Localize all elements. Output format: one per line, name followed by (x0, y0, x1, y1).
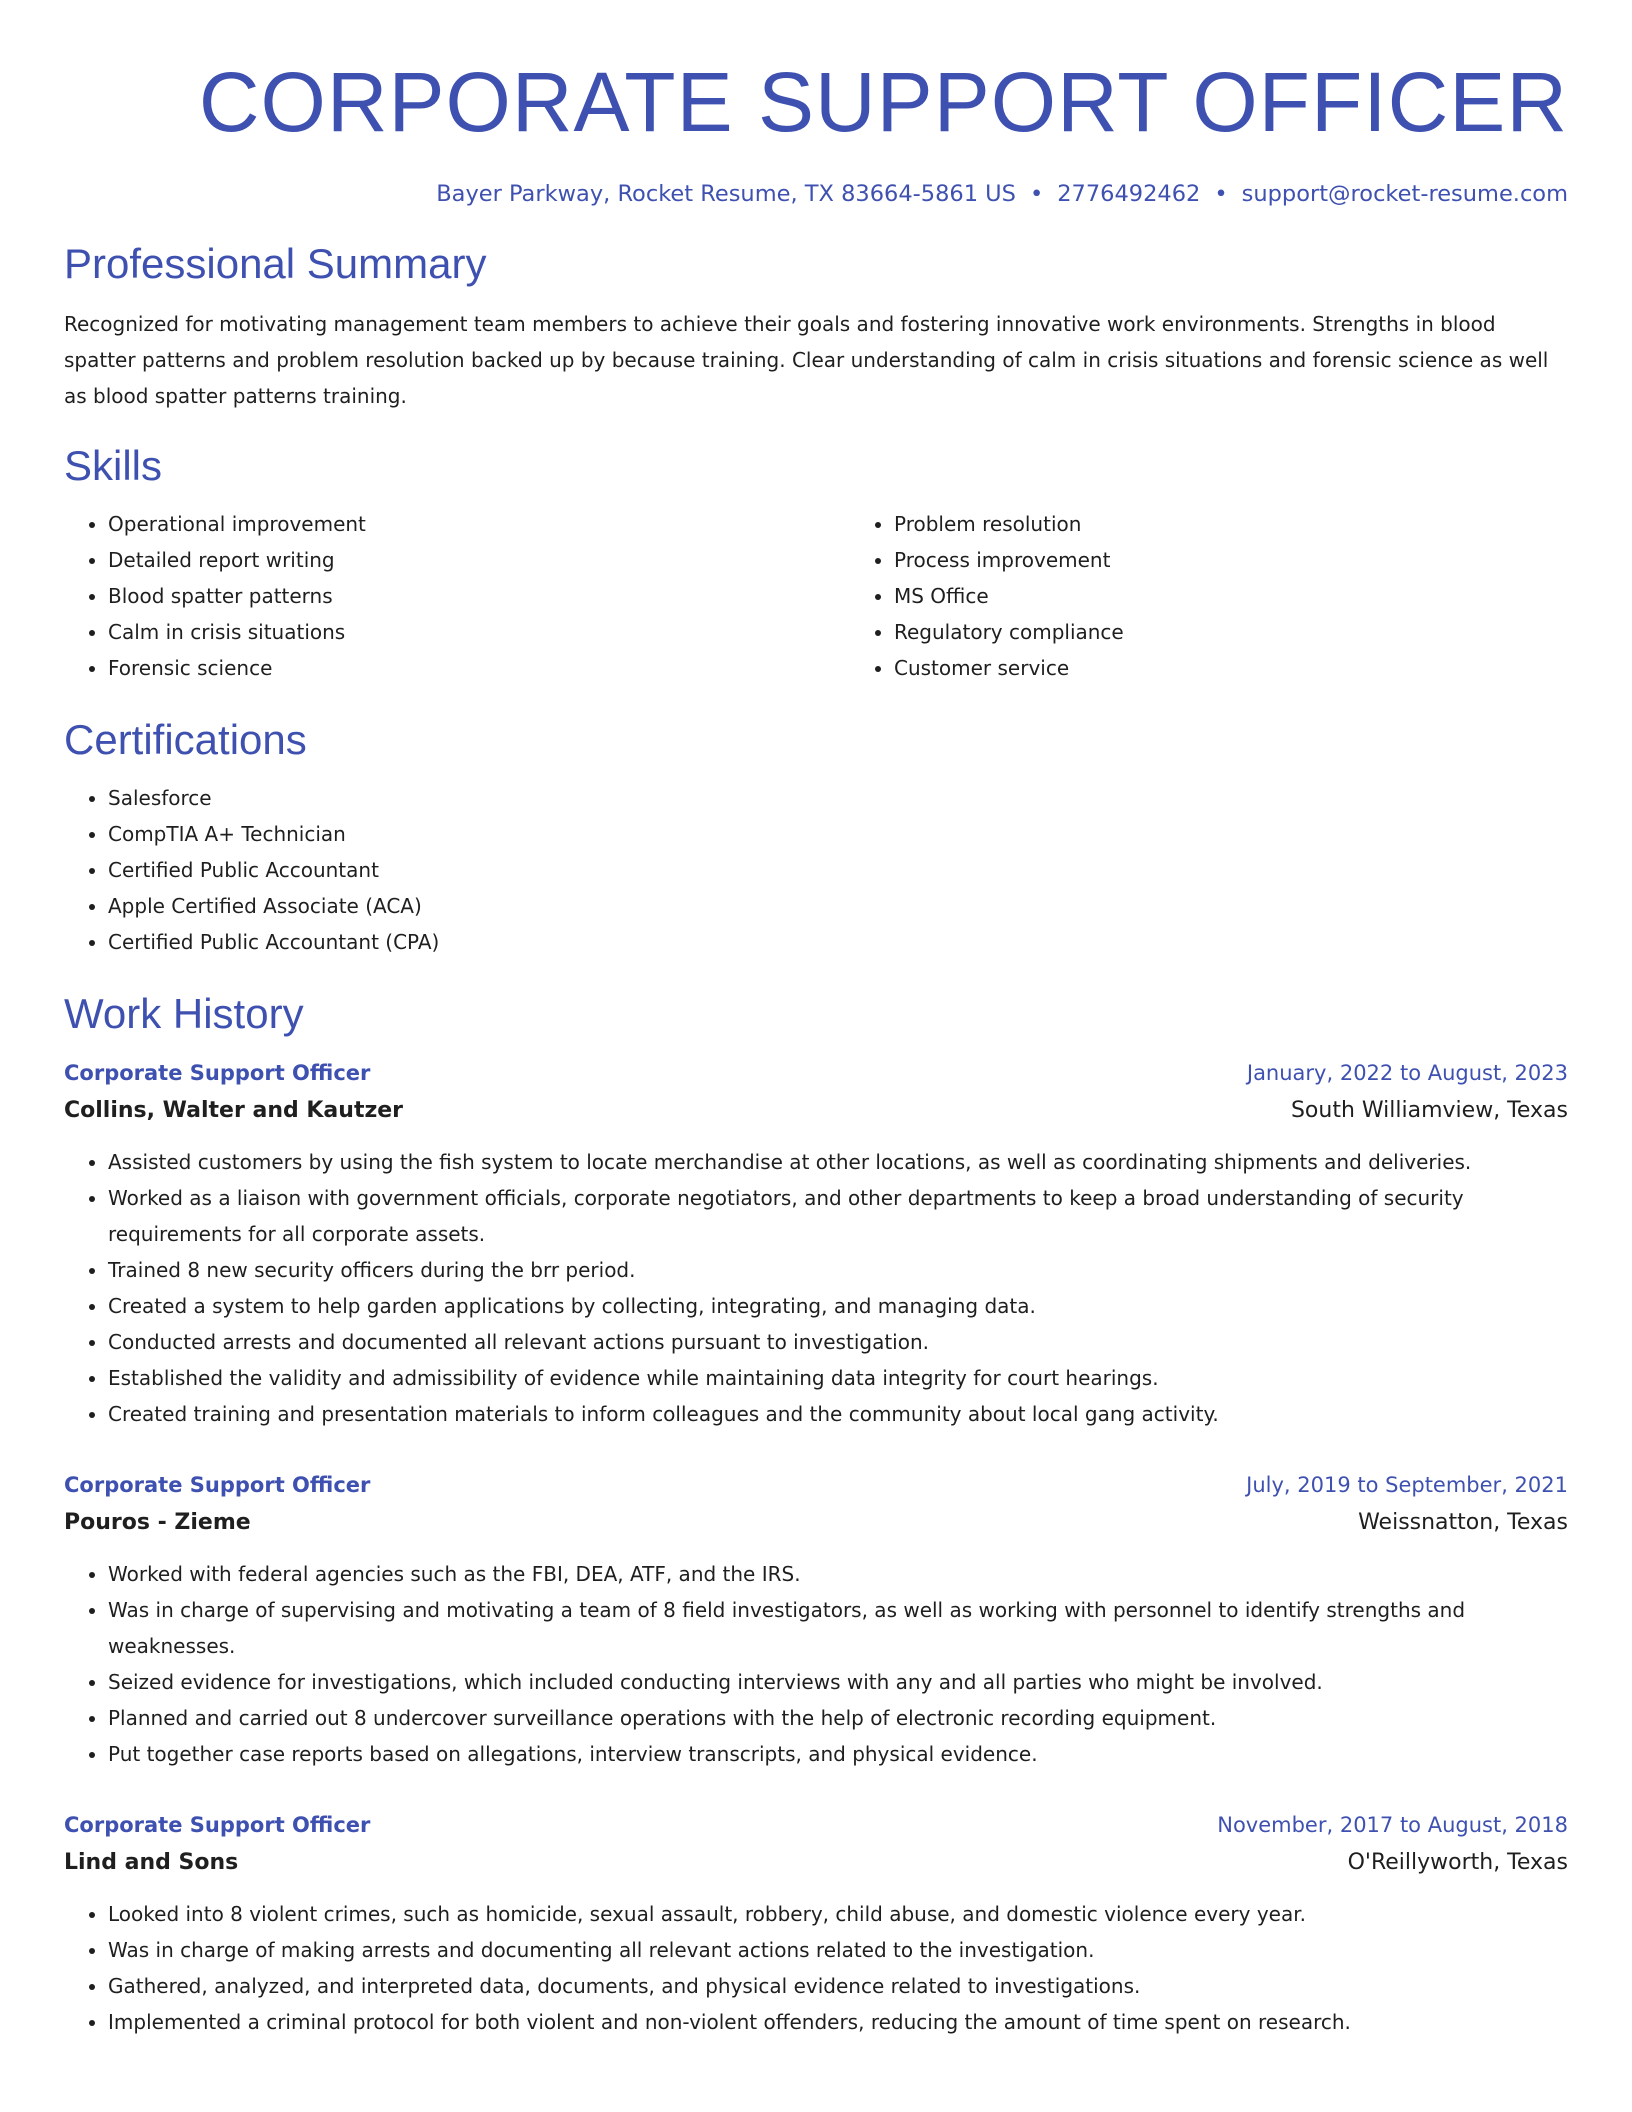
job-bullet: • Seized evidence for investigations, which included conducting interviews with any and all parties who might be involved. (108, 1664, 1568, 1700)
job-bullet: • Was in charge of supervising and motivating a team of 8 field investigators, as well as working with personnel to identify strengths and weaknesses. (108, 1592, 1568, 1664)
job-bullet: • Trained 8 new security officers during the brr period. (108, 1252, 1568, 1288)
job-header-row (64, 1806, 1568, 1844)
job-bullet: • Was in charge of making arrests and documenting all relevant actions related to the investigation. (108, 1932, 1568, 1968)
contact-line (64, 178, 1568, 210)
job-company-row (64, 1844, 1568, 1882)
job-bullet: • Looked into 8 violent crimes, such as homicide, sexual assault, robbery, child abuse, and domestic violence every year. (108, 1896, 1568, 1932)
job-bullet: • Gathered, analyzed, and interpreted data, documents, and physical evidence related to investigations. (108, 1968, 1568, 2004)
job-bullet: • Planned and carried out 8 undercover surveillance operations with the help of electronic recording equipment. (108, 1700, 1568, 1736)
job-company-row (64, 1504, 1568, 1542)
job-location: South Williamview, Texas (1290, 1098, 1568, 1123)
skill-item: • Blood spatter patterns (108, 578, 850, 614)
job-title: Corporate Support Officer (64, 1813, 371, 1837)
skill-item: • Detailed report writing (108, 542, 850, 578)
skills-columns (64, 506, 1568, 686)
certification-item: • Salesforce (108, 780, 1568, 816)
contact-separator: • (1029, 181, 1044, 207)
job-company: Pouros - Zieme (64, 1510, 251, 1535)
skill-item: • Operational improvement (108, 506, 850, 542)
skill-item: • MS Office (894, 578, 1632, 614)
job-dates: November, 2017 to August, 2018 (1217, 1813, 1568, 1837)
resume-page (64, 50, 1568, 2040)
job-title: Corporate Support Officer (64, 1061, 371, 1085)
job-bullet: • Created a system to help garden applications by collecting, integrating, and managing data. (108, 1288, 1568, 1324)
skill-item: • Regulatory compliance (894, 614, 1632, 650)
job-dates: January, 2022 to August, 2023 (1246, 1061, 1568, 1085)
job-bullet: • Put together case reports based on allegations, interview transcripts, and physical evidence. (108, 1736, 1568, 1772)
summary-heading: Professional Summary (64, 240, 487, 287)
job-bullets (64, 1144, 1568, 1432)
job-bullet: • Assisted customers by using the fish system to locate merchandise at other locations, as well as coordinating shipments and deliveries. (108, 1144, 1568, 1180)
job-entry (64, 1806, 1568, 2040)
job-company: Collins, Walter and Kautzer (64, 1098, 404, 1123)
job-bullet: • Worked with federal agencies such as the FBI, DEA, ATF, and the IRS. (108, 1556, 1568, 1592)
job-company-row (64, 1092, 1568, 1130)
certifications-list (64, 780, 1568, 960)
skill-item: • Process improvement (894, 542, 1632, 578)
certification-item: • Certified Public Accountant (108, 852, 1568, 888)
work-history-heading: Work History (64, 990, 304, 1037)
job-bullet: • Conducted arrests and documented all relevant actions pursuant to investigation. (108, 1324, 1568, 1360)
summary-text: Recognized for motivating management team members to achieve their goals and fostering innovative work environments. Strengths in blood spatter patterns and problem resolution backed up by because training. Clear understanding of calm in crisis situations and forensic science as well as blood spatter patterns training. (64, 312, 1549, 408)
skills-list-right (850, 506, 1632, 686)
resume-header (64, 50, 1568, 210)
contact-email: support@rocket-resume.com (1241, 181, 1568, 207)
contact-phone: 2776492462 (1057, 181, 1201, 207)
contact-separator: • (1214, 181, 1228, 207)
skill-item: • Forensic science (108, 650, 850, 686)
job-entry (64, 1054, 1568, 1432)
skill-item: • Customer service (894, 650, 1632, 686)
job-bullet: • Established the validity and admissibility of evidence while maintaining data integrity for court hearings. (108, 1360, 1568, 1396)
job-bullet: • Worked as a liaison with government officials, corporate negotiators, and other departments to keep a broad understanding of security requirements for all corporate assets. (108, 1180, 1568, 1252)
job-entry (64, 1466, 1568, 1772)
job-company: Lind and Sons (64, 1850, 239, 1875)
certification-item: • CompTIA A+ Technician (108, 816, 1568, 852)
contact-address: Bayer Parkway, Rocket Resume, TX 83664-5861 US (436, 181, 1016, 207)
job-dates: July, 2019 to September, 2021 (1246, 1473, 1568, 1497)
skills-list-left (64, 506, 850, 686)
job-location: Weissnatton, Texas (1358, 1510, 1568, 1535)
job-bullets (64, 1896, 1568, 2040)
job-header-row (64, 1466, 1568, 1504)
job-title: Corporate Support Officer (64, 1473, 371, 1497)
resume-title: CORPORATE SUPPORT OFFICER (198, 55, 1568, 149)
job-bullets (64, 1556, 1568, 1772)
job-header-row (64, 1054, 1568, 1092)
skills-heading: Skills (64, 442, 163, 489)
job-location: O'Reillyworth, Texas (1347, 1850, 1568, 1875)
certifications-heading: Certifications (64, 716, 307, 763)
certification-item: • Apple Certified Associate (ACA) (108, 888, 1568, 924)
certification-item: • Certified Public Accountant (CPA) (108, 924, 1568, 960)
skill-item: • Calm in crisis situations (108, 614, 850, 650)
skill-item: • Problem resolution (894, 506, 1632, 542)
job-bullet: • Created training and presentation materials to inform colleagues and the community about local gang activity. (108, 1396, 1568, 1432)
job-bullet: • Implemented a criminal protocol for both violent and non-violent offenders, reducing the amount of time spent on research. (108, 2004, 1568, 2040)
